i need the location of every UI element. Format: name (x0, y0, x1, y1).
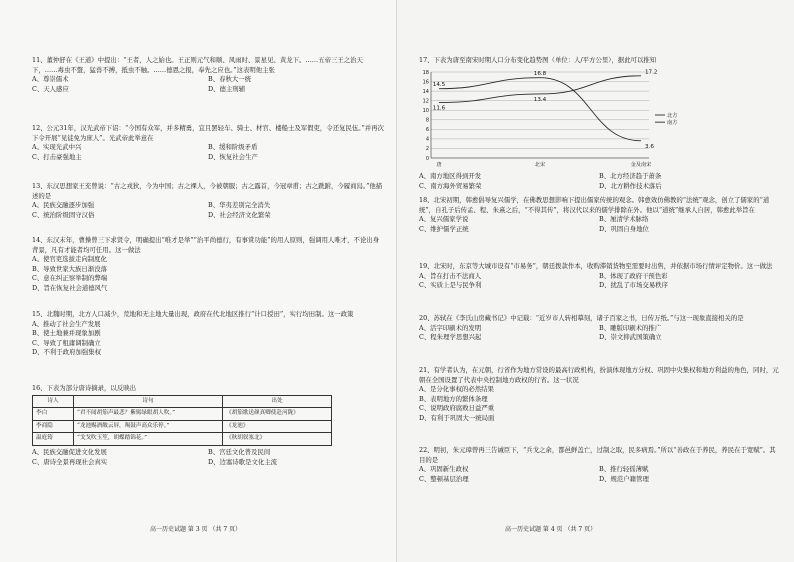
question-21 (419, 366, 779, 424)
option-c: C、导致了租庸调制确立 (32, 338, 101, 347)
question-stem: 20、苏轼在《李氏山房藏书记》中记载：“近岁市人转相摹刻，诸子百家之书，日传万纸。”与这一现象直接相关的是 (419, 314, 744, 322)
legend-label: 北方 (667, 112, 678, 119)
question-11 (32, 56, 384, 94)
option-b: B、北方经济趋于萧条 (599, 172, 662, 180)
question-12 (32, 124, 384, 162)
table-cell: 《龙池》 (223, 420, 332, 433)
option-c: C、唐诗全景再现社会真实 (32, 457, 108, 466)
y-tick-label: 2 (425, 146, 429, 153)
option-c: C、实质上是与民争利 (419, 281, 482, 290)
option-b: B、导致世家大族日渐没落 (32, 264, 107, 273)
option-b: B、推行轻徭薄赋 (599, 465, 649, 474)
question-19 (419, 262, 779, 291)
option-c: C、意在纠正察举制的弊端 (32, 274, 108, 283)
table-cell: 《秋胡叙塞北》 (223, 433, 332, 446)
option-a: A、是分化事权的必然结果 (419, 385, 494, 394)
table-cell: “君不闻胡笳声最悲？紫髯绿眼胡人吹。” (74, 408, 223, 421)
question-stem: 11、董仲舒在《王道》中提出：“王者，人之始也。王正则元气和顺、风雨时、景星见、黄龙下。……五帝三王之治天下，……毒虫不螫，猛兽不搏，抵虫不触。……德恩之报，奉先之应也。”这表明他主张 (32, 56, 363, 74)
y-tick-label: 10 (422, 108, 429, 115)
option-d: D、旨在恢复社会道德风气 (32, 283, 108, 292)
option-d: D、规范户籍管理 (599, 474, 649, 483)
page-footer: 高一历史试题 第 4 页 （共 7 页） (505, 526, 597, 533)
option-b: B、宫廷文化普及民间 (208, 447, 271, 456)
option-b: B、春秋大一统 (208, 75, 252, 84)
question-16 (32, 384, 384, 467)
y-tick-label: 14 (422, 88, 429, 95)
x-tick-label: 北宋 (534, 162, 546, 168)
table-cell: 李商隐 (33, 420, 74, 433)
option-d: D、北方耕作技术落后 (599, 181, 662, 190)
question-stem: 14、东汉末年，曹操曾三下求贤令，明确提出“唯才是举”“治平尚德行，有事赏功能”的用人原则，强调用人唯才，不论出身背景，凡有才能者均可任用。这一做法 (32, 236, 380, 254)
y-tick-label: 6 (425, 127, 429, 134)
option-c: C、说明政府腐败日益严重 (419, 404, 495, 413)
option-b: B、体现了政府干预色彩 (599, 271, 668, 280)
option-d: D、德主刑辅 (208, 84, 246, 93)
question-stem: 22、明初，朱元璋曾再三告诫臣下，“兵戈之余，都邑鲜盖亡，过制之取，民多病焉。”所以“善政在于养民，养民在于宽赋”。其目的是 (419, 446, 776, 464)
question-stem: 18、北宋初期，韩愈倡导复兴儒学，在佛教思想影响下提出儒家传统的观念。韩愈效仿佛教的“法统”观念，创立了儒家的“道统”，自孔子后传孟、程、朱熹之后，“不得其传”，将汉代以来的儒学排除在外。他以“道统”继承人自居，韩愈此举旨在 (419, 196, 770, 214)
option-d: D、有利于巩固大一统局面 (419, 413, 495, 422)
question-stem: 19、北宋时，东京等大城市设有“市易务”，朝廷拨款作本，收购滞销货物至需要时出售，并依据市场行情评定物价。这一做法 (419, 262, 773, 270)
y-tick-label: 8 (425, 117, 429, 124)
option-a: A、复兴儒家学说 (419, 215, 469, 224)
legend-label: 南方 (667, 119, 678, 126)
question-20 (419, 314, 779, 343)
option-d: D、不利于政府加强集权 (32, 348, 102, 357)
option-c: C、南方海外贸易繁荣 (419, 181, 482, 190)
option-c: C、程朱理学思想兴起 (419, 333, 482, 342)
question-stem: 13、东汉思想家王充曾说：“古之戎狄，今为中国；古之裸人，今被朝服；古之露首，今冠章甫；古之跣跗，今履商舄。”他描述的是 (32, 182, 383, 200)
chart-axes (423, 70, 652, 168)
option-b: B、缓和阶级矛盾 (208, 143, 258, 152)
table-header-row (33, 395, 332, 408)
option-c: C、统治阶级固守汉俗 (32, 210, 95, 219)
table-cell: 温庭筠 (33, 433, 74, 446)
option-a: A、实现光武中兴 (32, 143, 82, 152)
y-tick-label: 4 (425, 136, 429, 143)
option-d: D、恢复社会生产 (208, 152, 258, 161)
option-b: B、厘清学术脉络 (599, 215, 649, 224)
y-tick-label: 18 (422, 69, 429, 76)
table-row (33, 408, 332, 421)
table-row (33, 420, 332, 433)
option-a: A、活字印刷术的发明 (419, 323, 482, 332)
option-a: A、巩固新生政权 (419, 465, 469, 474)
table-header: 诗句 (74, 395, 223, 408)
data-label: 17.2 (645, 69, 658, 76)
data-label: 13.4 (533, 96, 547, 103)
option-a: A、民族交融逐步加强 (32, 201, 95, 210)
question-22 (419, 446, 779, 484)
option-a: A、民族交融促进文化发展 (32, 447, 107, 456)
option-a: A、推动了社会生产发展 (32, 319, 101, 328)
question-17-options (419, 172, 779, 191)
question-14 (32, 236, 384, 294)
question-stem: 21、有学者认为，在元朝，行省作为地方常设的最高行政机构，扮演体现地方分权、巩固中央集权和地方利益的角色，同时，元朝在全国设置了代表中央控制地方政权的行省。这一状况 (419, 366, 779, 384)
question-stem: 15、北魏时期，北方人口减少，荒地和无主地大量出现，政府在代北地区推行“计口授田”，实行均田制。这一政策 (32, 310, 354, 318)
option-a: A、尊崇儒术 (32, 75, 69, 84)
series-line-north (439, 78, 641, 141)
table-cell: 《胡笳歌送颜真卿使赴河陇》 (223, 408, 332, 421)
table-cell: “龙池赐酒敞云屏，羯鼓声高众乐停。” (74, 420, 223, 433)
option-b: B、表明地方的繁体条理 (419, 394, 488, 403)
data-label: 14.5 (432, 82, 446, 89)
data-label: 16.8 (533, 71, 547, 78)
question-stem: 16、下表为部分唐诗摘录，以反映出 (32, 384, 136, 392)
table-header: 诗人 (33, 395, 74, 408)
x-tick-label: 金及南宋 (630, 162, 652, 168)
option-a: A、使官吏选拔走向制度化 (32, 255, 107, 264)
option-c: C、打击豪强地主 (32, 152, 82, 161)
question-13 (32, 182, 384, 220)
table-row (33, 433, 332, 446)
option-d: D、崇文抑武国策确立 (599, 333, 662, 342)
option-b: B、使土地兼并现象加剧 (32, 329, 101, 338)
y-tick-label: 16 (422, 79, 429, 86)
data-label: 11.6 (432, 105, 446, 112)
data-label: 3.6 (645, 143, 654, 150)
option-a: A、旨在打击不法商人 (419, 271, 482, 280)
option-c: C、维护儒学正统 (419, 224, 469, 233)
option-d: D、扰乱了市场交易秩序 (599, 281, 669, 290)
option-c: C、天人感应 (32, 84, 69, 93)
option-b: B、华夷差别完全消失 (208, 201, 271, 210)
question-18 (419, 196, 779, 234)
question-stem: 12、公元31年，汉光武帝下诏：“今国有众军，并多精勇，宜且罢轻车、骑士、材官、楼船士及军假吏，令还复民伍。”并再次下令开展“见徒免为庶人”。光武帝此举意在 (32, 124, 384, 142)
y-tick-label: 12 (422, 98, 429, 105)
y-tick-label: 0 (425, 155, 429, 162)
question-15 (32, 310, 384, 358)
table-cell: 李白 (33, 408, 74, 421)
chart-lines (439, 76, 641, 141)
option-a: A、南方地区得到开发 (419, 172, 482, 180)
question-17 (419, 56, 779, 66)
question-stem: 17、下表为唐至南宋时期人口分布变化趋势图（单位：人/平方公里），据此可以推知 (419, 56, 657, 64)
x-tick-label: 唐 (436, 162, 442, 168)
poem-table (32, 395, 332, 446)
table-cell: “戈戈吹玉笙，胡蝶踏锦花。” (74, 433, 223, 446)
option-b: B、雕版印刷术的推广 (599, 323, 662, 332)
option-d: D、边塞诗歌是文化主流 (208, 457, 278, 466)
option-d: D、巩固自身地位 (599, 224, 649, 233)
table-header: 出处 (223, 395, 332, 408)
population-trend-chart (417, 68, 717, 172)
page-footer: 高一历史试题 第 3 页 （共 7 页） (150, 526, 242, 533)
exam-page-4 (397, 0, 794, 562)
option-d: D、社会经济文化繁荣 (208, 210, 271, 219)
option-c: C、整顿基层治理 (419, 474, 469, 483)
